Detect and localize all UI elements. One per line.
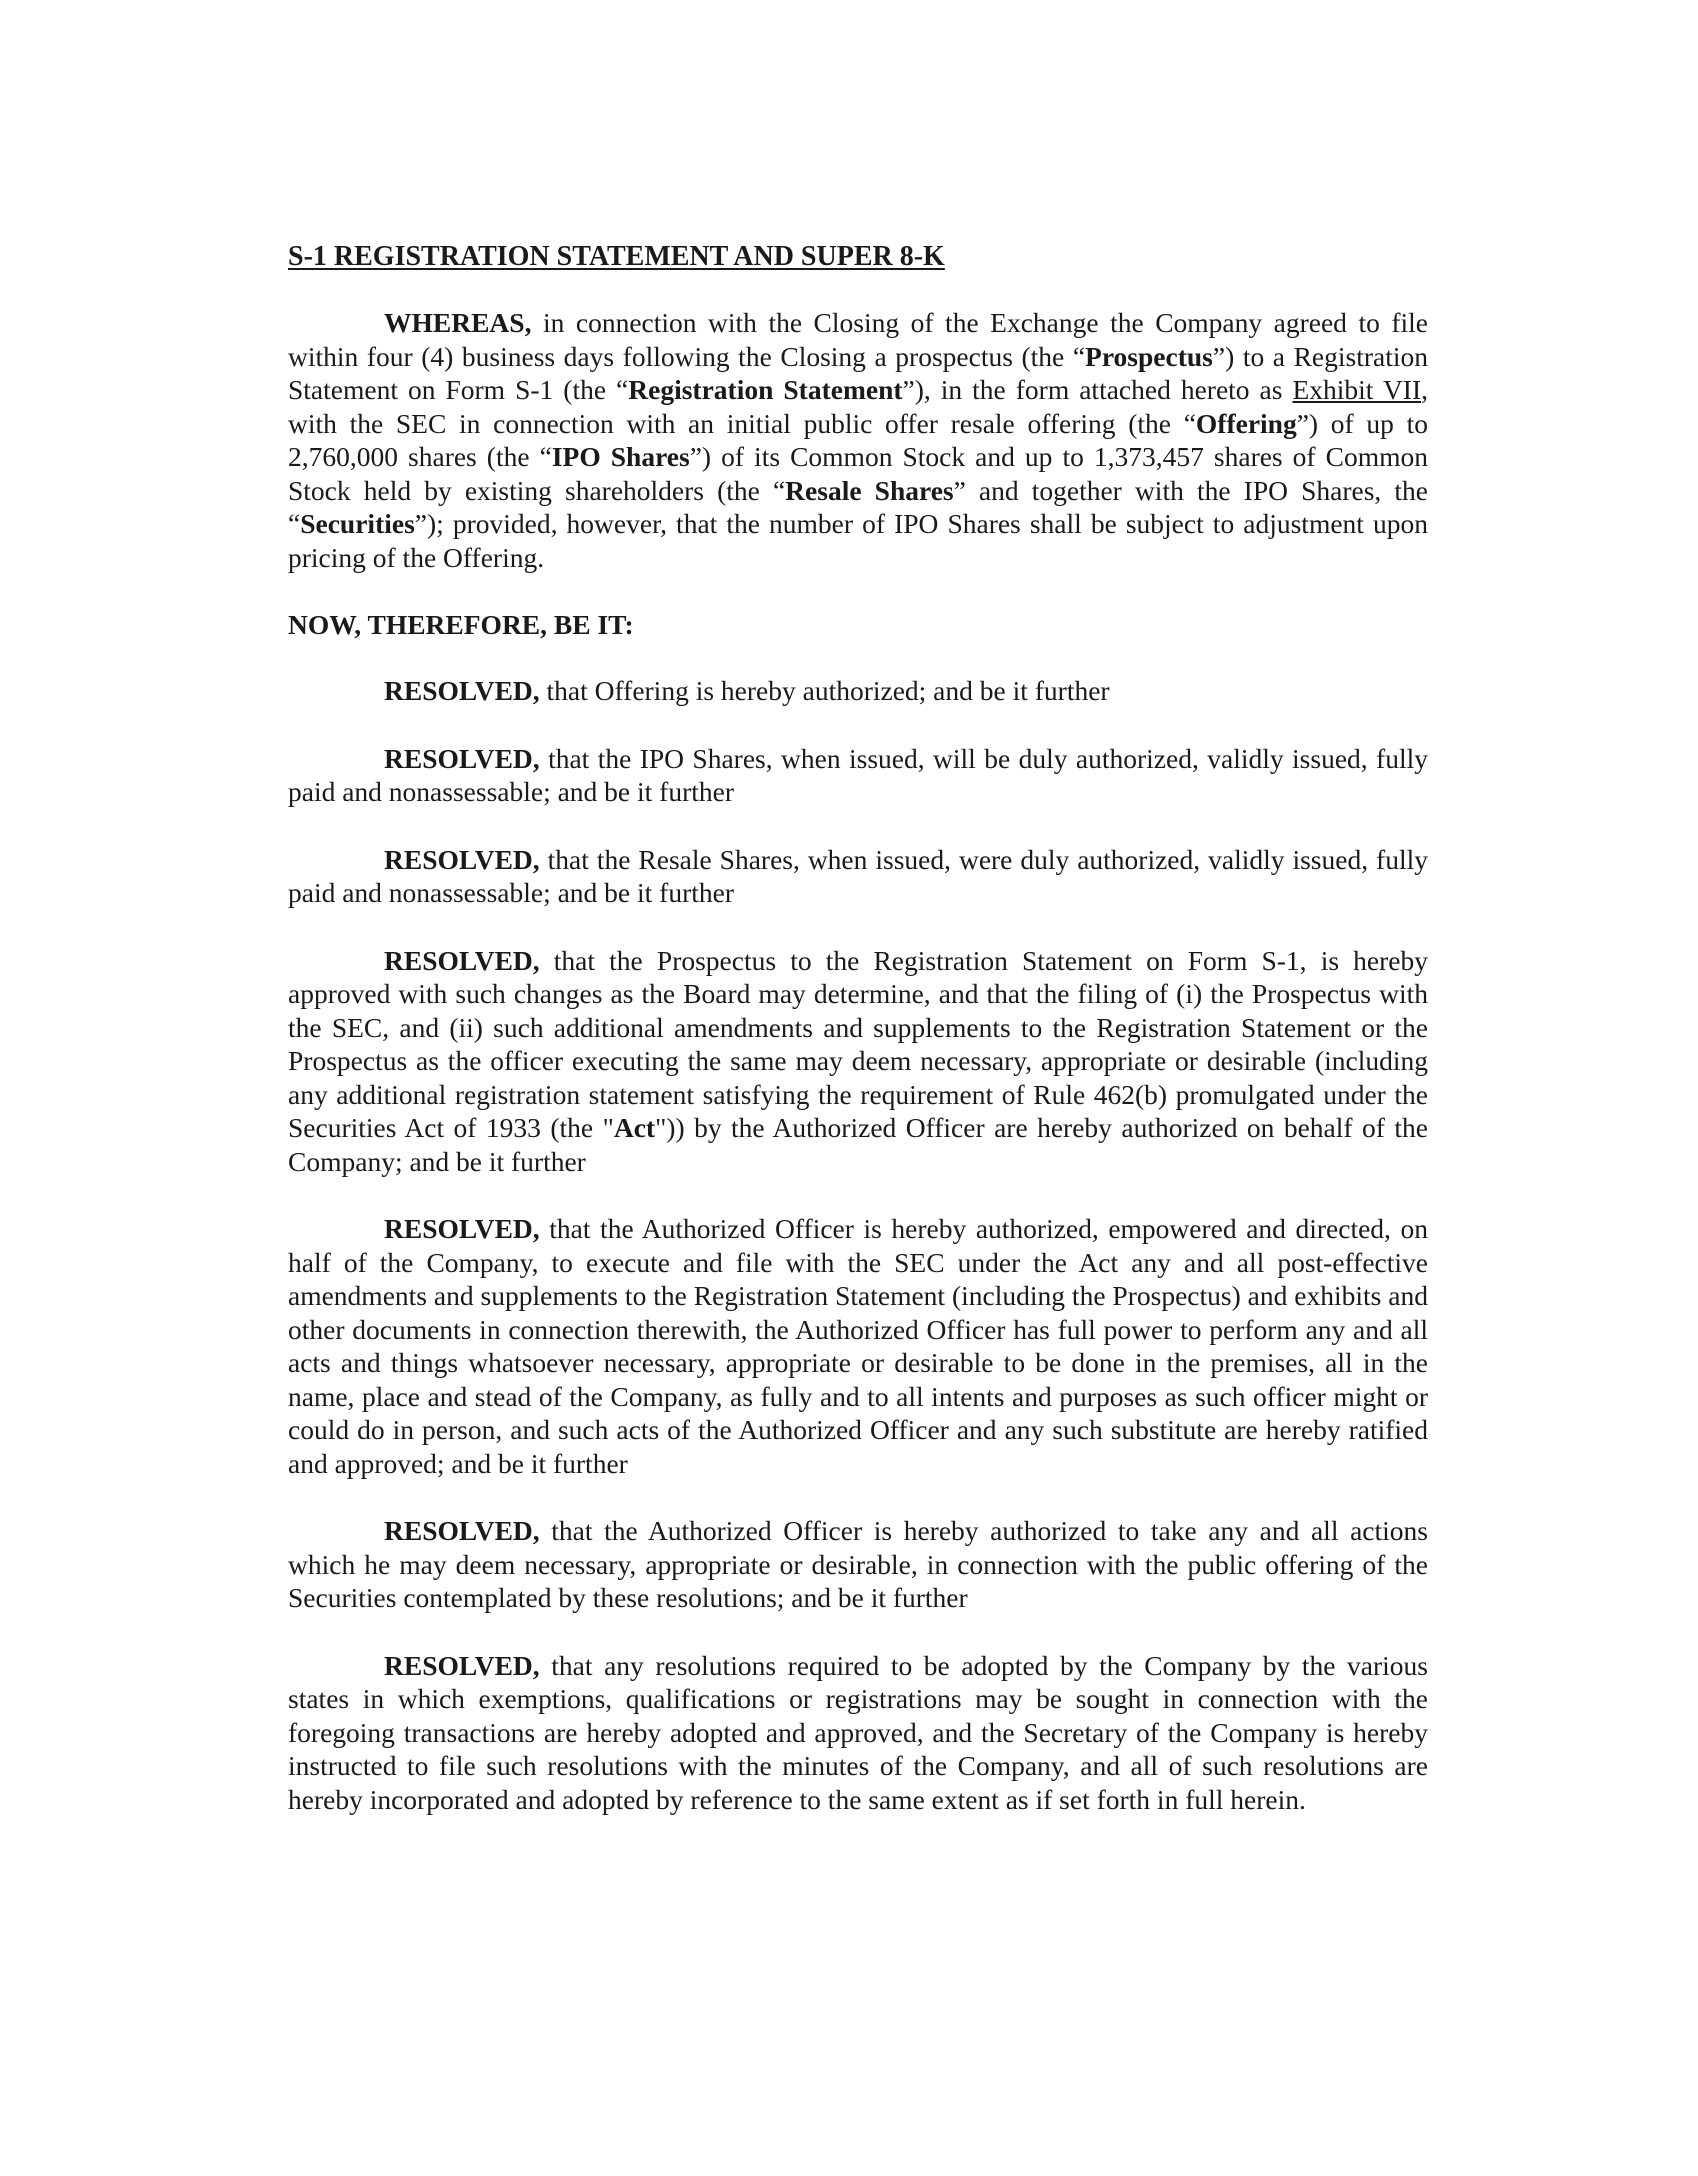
resolution-5: RESOLVED, that the Authorized Officer is hereby authorized, empowered and directed, on half of the Company, to execute and file with the SEC under the Act any and all post-effective amendments and supplements to the Registration Statement (including the Prospectus) and exhibits and other documents in connection therewith, the Authorized Officer has full power to perform any and all acts and things whatsoever necessary, appropriate or desirable to be done in the premises, all in the name, place and stead of the Company, as fully and to all intents and purposes as such officer might or could do in person, and such acts of the Authorized Officer and any such substitute are hereby ratified and approved; and be it further <box>288 1213 1428 1479</box>
term-offering: Offering <box>1195 407 1297 439</box>
document-body <box>288 240 1428 1850</box>
exhibit-reference: Exhibit VII <box>1292 374 1422 405</box>
document-title: S-1 REGISTRATION STATEMENT AND SUPER 8-K <box>288 241 945 272</box>
term-prospectus: Prospectus <box>1085 340 1213 372</box>
resolution-1: RESOLVED, that Offering is hereby authorized; and be it further <box>384 675 1110 706</box>
resolved-label: RESOLVED, <box>384 675 540 706</box>
resolution-3: RESOLVED, that the Resale Shares, when issued, were duly authorized, validly issued, fully paid and nonassessable; and be it further <box>288 843 1428 908</box>
resolution-6: RESOLVED, that the Authorized Officer is hereby authorized to take any and all actions which he may deem necessary, appropriate or desirable, in connection with the public offering of the Securities contemplated by these resolutions; and be it further <box>288 1515 1428 1613</box>
term-ipo-shares: IPO Shares <box>551 441 690 472</box>
now-therefore-heading: NOW, THEREFORE, BE IT: <box>288 609 634 640</box>
term-act: Act <box>613 1112 656 1143</box>
resolution-7: RESOLVED, that any resolutions required to be adopted by the Company by the various states in which exemptions, qualifications or registrations may be sought in connection with the foregoing transactions are hereby adopted and approved, and the Secretary of the Company is hereby instructed to file such resolutions with the minutes of the Company, and all of such resolutions are hereby incorporated and adopted by reference to the same extent as if set forth in full herein. <box>288 1649 1428 1815</box>
resolved-label: RESOLVED, <box>384 1649 540 1681</box>
resolved-label: RESOLVED, <box>384 1515 540 1546</box>
resolved-label: RESOLVED, <box>384 944 540 976</box>
resolved-label: RESOLVED, <box>384 843 540 875</box>
whereas-paragraph: WHEREAS, in connection with the Closing of the Exchange the Company agreed to file within four (4) business days following the Closing a prospectus (the “Prospectus”) to a Registration Statement on Form S-1 (the “Registration Statement”), in the form attached hereto as Exhibit VII, with the SEC in connection with an initial public offer resale offering (the “Offering”) of up to 2,760,000 shares (the “IPO Shares”) of its Common Stock and up to 1,373,457 shares of Common Stock held by existing shareholders (the “Resale Shares” and together with the IPO Shares, the “Securities”); provided, however, that the number of IPO Shares shall be subject to adjustment upon pricing of the Offering. <box>288 307 1428 573</box>
term-registration-statement: Registration Statement <box>628 374 903 405</box>
term-securities: Securities <box>300 508 415 539</box>
resolution-4: RESOLVED, that the Prospectus to the Registration Statement on Form S-1, is hereby approved with such changes as the Board may determine, and that the filing of (i) the Prospectus with the SEC, and (ii) such additional amendments and supplements to the Registration Statement or the Prospectus as the officer executing the same may deem necessary, appropriate or desirable (including any additional registration statement satisfying the requirement of Rule 462(b) promulgated under the Securities Act of 1933 (the "Act")) by the Authorized Officer are hereby authorized on behalf of the Company; and be it further <box>288 944 1428 1177</box>
resolved-label: RESOLVED, <box>384 1213 540 1244</box>
whereas-label: WHEREAS, <box>384 307 532 338</box>
resolution-2: RESOLVED, that the IPO Shares, when issued, will be duly authorized, validly issued, fully paid and nonassessable; and be it further <box>288 742 1428 807</box>
resolved-label: RESOLVED, <box>384 742 540 774</box>
term-resale-shares: Resale Shares <box>785 474 954 506</box>
